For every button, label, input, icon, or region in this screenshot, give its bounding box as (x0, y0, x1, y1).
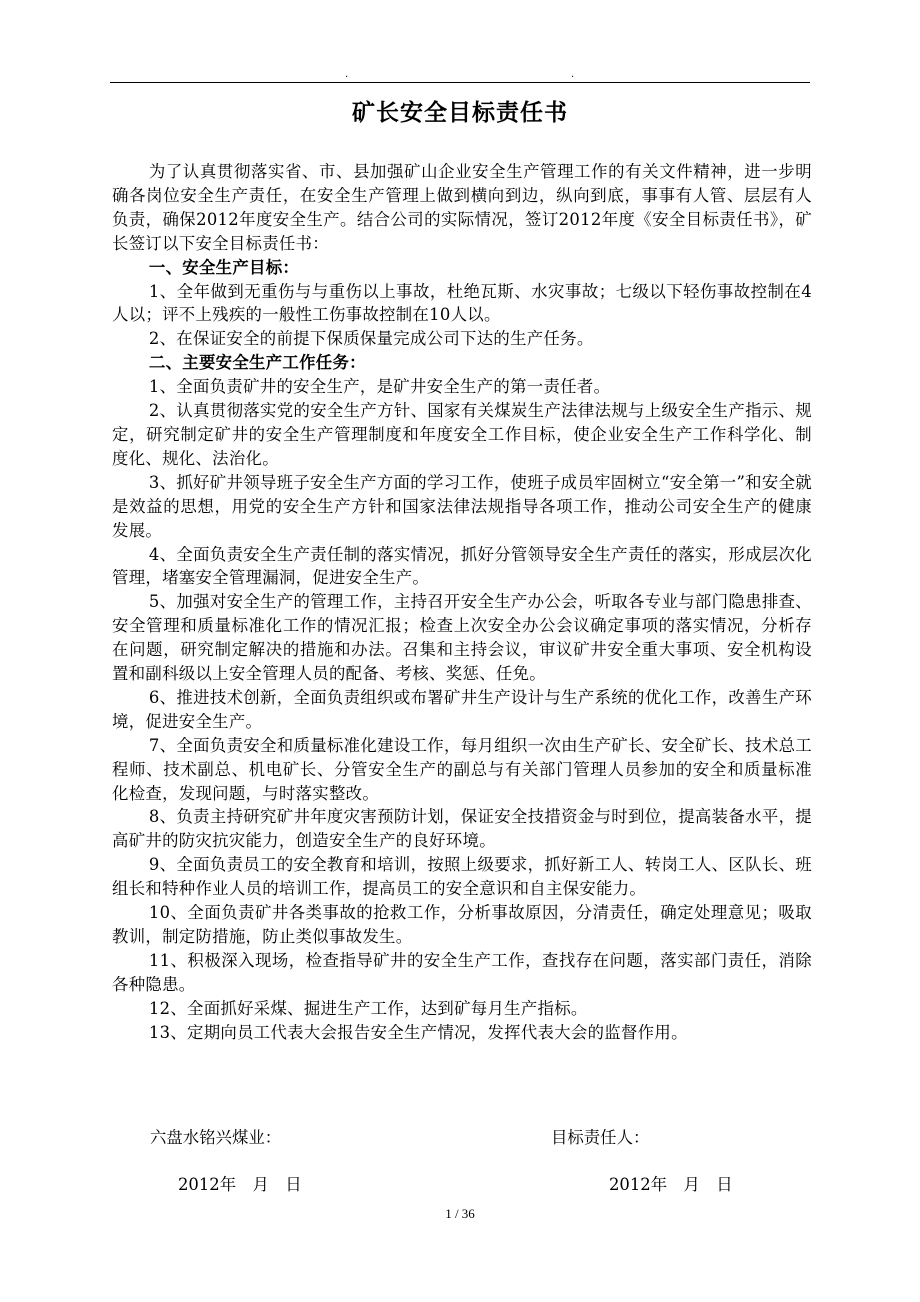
right-date: 2012年 月 日 (609, 1175, 733, 1194)
body-paragraph: 5、加强对安全生产的管理工作，主持召开安全生产办公会，听取各专业与部门隐患排查、安全管理和质量标准化工作的情况汇报；检查上次安全办公会议确定事项的落实情况，分析存在问题，研究制定解决的措施和办法。召集和主持会议，审议矿井安全重大事项、安全机构设置和副科级以上安全管理人员的配备、考核、奖惩、任免。 (112, 592, 812, 684)
document-title: 矿长安全目标责任书 (352, 99, 568, 126)
section-heading: 二、主要安全生产工作任务： (148, 353, 366, 373)
body-paragraph: 9、全面负责员工的安全教育和培训，按照上级要求，抓好新工人、转岗工人、区队长、班组长和特种作业人员的培训工作，提高员工的安全意识和自主保安能力。 (112, 855, 812, 899)
body-paragraph: 6、推进技术创新，全面负责组织或布署矿井生产设计与生产系统的优化工作，改善生产环境，促进安全生产。 (112, 687, 812, 731)
body-paragraph: 3、抓好矿井领导班子安全生产方面的学习工作，使班子成员牢固树立“安全第一”和安全就是效益的思想，用党的安全生产方针和国家法律法规指导各项工作，推动公司安全生产的健康发展。 (112, 472, 812, 540)
header-dot-right: . (571, 69, 575, 80)
body-paragraph: 8、负责主持研究矿井年度灾害预防计划，保证安全技措资金与时到位，提高装备水平，提高矿井的防灾抗灾能力，创造安全生产的良好环境。 (112, 807, 812, 851)
right-party-label: 目标责任人： (551, 1128, 650, 1147)
body-paragraph: 1、全面负责矿井的安全生产，是矿井安全生产的第一责任者。 (148, 377, 611, 397)
body-paragraph: 为了认真贯彻落实省、市、县加强矿山企业安全生产管理工作的有关文件精神，进一步明确各岗位安全生产责任，在安全生产管理上做到横向到边，纵向到底，事事有人管、层层有人负责，确保2012年度安全生产。结合公司的实际情况，签订2012年度《安全目标责任书》，矿长签订以下安全目标责任书： (112, 162, 812, 253)
body-paragraph: 12、全面抓好采煤、掘进生产工作，达到矿每月生产指标。 (148, 998, 588, 1018)
body-paragraph: 13、定期向员工代表大会报告安全生产情况，发挥代表大会的监督作用。 (148, 1022, 688, 1042)
page-number: 1 / 36 (445, 1206, 475, 1221)
body-paragraph: 1、全年做到无重伤与与重伤以上事故，杜绝瓦斯、水灾事故；七级以下轻伤事故控制在4人以；评不上残疾的一般性工伤事故控制在10人以。 (112, 281, 812, 325)
body-paragraph: 7、全面负责安全和质量标准化建设工作，每月组织一次由生产矿长、安全矿长、技术总工程师、技术副总、机电矿长、分管安全生产的副总与有关部门管理人员参加的安全和质量标准化检查，发现问题，与时落实整改。 (112, 735, 812, 803)
left-party-label: 六盘水铭兴煤业： (150, 1128, 282, 1147)
document-body (112, 160, 812, 1045)
header-rule (110, 82, 810, 83)
body-paragraph: 2、在保证安全的前提下保质保量完成公司下达的生产任务。 (148, 329, 594, 349)
body-paragraph: 10、全面负责矿井各类事故的抢救工作，分析事故原因，分清责任，确定处理意见；吸取教训，制定防措施，防止类似事故发生。 (112, 903, 812, 946)
body-paragraph: 11、积极深入现场，检查指导矿井的安全生产工作，查找存在问题，落实部门责任，消除各种隐患。 (112, 950, 812, 994)
section-heading: 一、安全生产目标： (148, 257, 300, 277)
body-paragraph: 4、全面负责安全生产责任制的落实情况，抓好分管领导安全生产责任的落实，形成层次化管理，堵塞安全管理漏洞，促进安全生产。 (112, 544, 812, 588)
left-date: 2012年 月 日 (178, 1175, 302, 1194)
header-dot-left: . (345, 69, 349, 80)
body-paragraph: 2、认真贯彻落实党的安全生产方针、国家有关煤炭生产法律法规与上级安全生产指示、规定，研究制定矿井的安全生产管理制度和年度安全工作目标，使企业安全生产工作科学化、制度化、规化、法治化。 (112, 401, 812, 468)
